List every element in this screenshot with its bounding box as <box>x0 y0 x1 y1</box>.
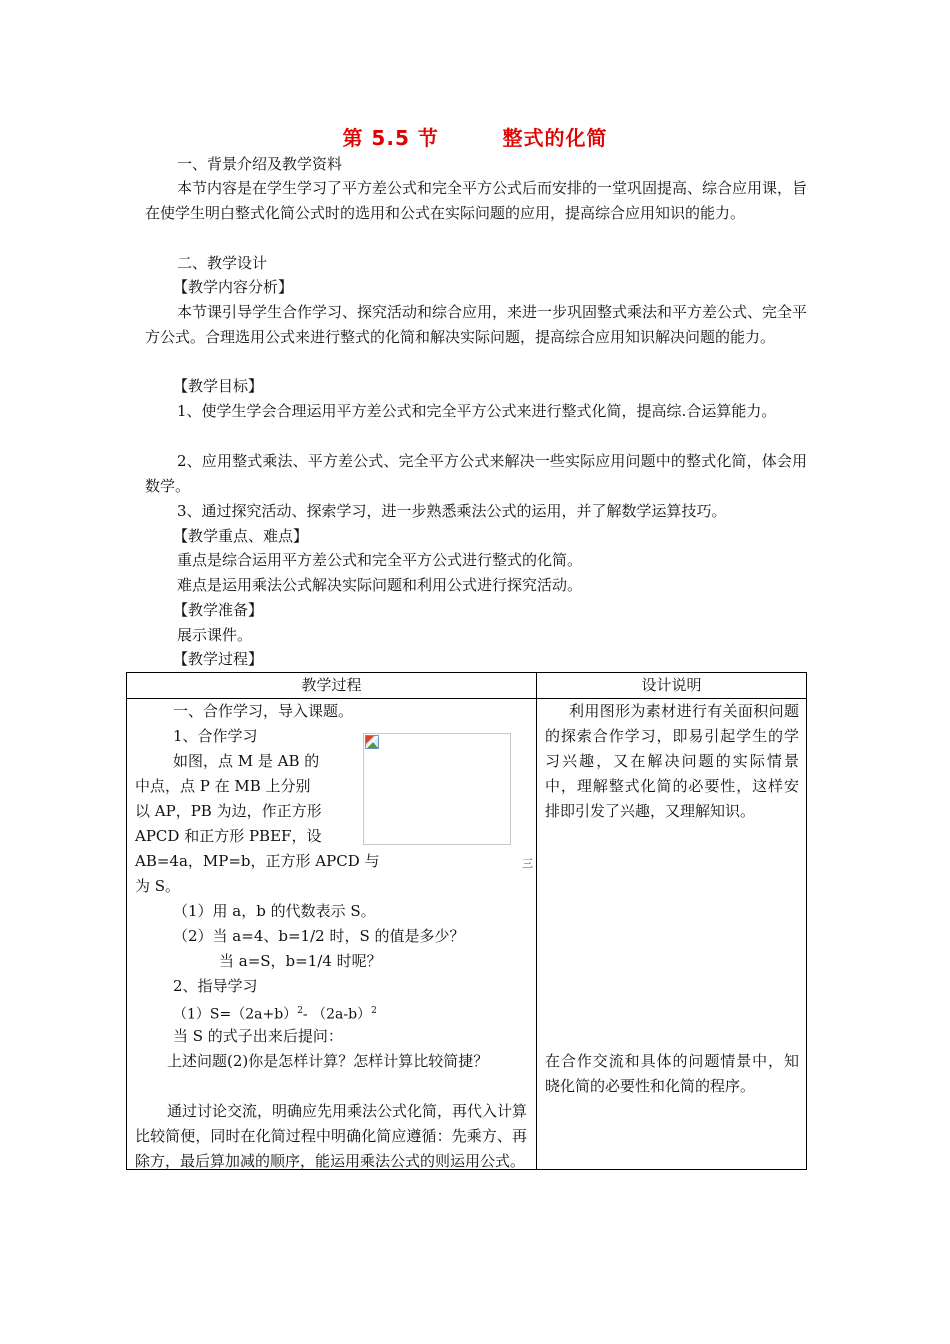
table-row <box>127 699 807 1170</box>
key-point-difficulty: 难点是运用乘法公式解决实际问题和利用公式进行探究活动。 <box>177 576 583 594</box>
key-points-heading: 【教学重点、难点】 <box>173 527 309 545</box>
formula-part: （1）S=（2a+b） <box>173 1006 298 1023</box>
process-line: APCD 和正方形 PBEF，设 <box>135 827 322 845</box>
process-line: 1、合作学习 <box>173 727 258 745</box>
key-point-focus: 重点是综合运用平方差公式和完全平方公式进行整式的化简。 <box>177 551 583 569</box>
process-line: 一、合作学习，导入课题。 <box>173 702 354 720</box>
formula-part: - （2a-b） <box>302 1006 372 1023</box>
prep-text: 展示课件。 <box>177 626 253 644</box>
process-line: 为 S。 <box>135 877 181 895</box>
goal-item: 3、通过探究活动、探索学习，进一步熟悉乘法公式的运用，并了解数学运算技巧。 <box>177 502 727 520</box>
notes-cell-content <box>537 699 806 1169</box>
process-line: AB=4a，MP=b，正方形 APCD 与 <box>135 852 380 870</box>
content-analysis-paragraph: 本节课引导学生合作学习、探究活动和综合应用，来进一步巩固整式乘法和平方差公式、完全平方公式。合理选用公式来进行整式的化简和解决实际问题，提高综合应用知识解决问题的能力。 <box>145 303 808 346</box>
table-header-notes: 设计说明 <box>537 673 807 699</box>
exponent: 2 <box>297 1006 303 1016</box>
broken-image-icon <box>365 735 379 749</box>
stray-glyph: 三 <box>522 857 533 870</box>
content-analysis-heading: 【教学内容分析】 <box>173 278 294 296</box>
process-line: 当 a=S，b=1/4 时呢？ <box>219 952 382 970</box>
process-line: 当 S 的式子出来后提问： <box>173 1027 343 1045</box>
table-header-process: 教学过程 <box>127 673 537 699</box>
exponent: 2 <box>371 1006 377 1016</box>
process-line: 中点，点 P 在 MB 上分别 <box>135 777 311 795</box>
figure-placeholder <box>363 733 511 845</box>
process-paragraph: 通过讨论交流，明确应先用乘法公式化简，再代入计算比较简便，同时在化简过程中明确化简应遵循：先乘方、再除方，最后算加减的顺序，能运用乘法公式的则运用公式。 <box>135 1102 528 1170</box>
goals-heading: 【教学目标】 <box>173 377 264 395</box>
process-line: 以 AP，PB 为边，作正方形 <box>135 802 322 820</box>
process-line: 如图，点 M 是 AB 的 <box>173 752 320 770</box>
goal-item: 1、使学生学会合理运用平方差公式和完全平方公式来进行整式化简，提高综.合运算能力。 <box>177 402 777 420</box>
process-cell <box>127 699 537 1170</box>
notes-cell <box>537 699 807 1170</box>
process-cell-content <box>127 699 536 1169</box>
process-table <box>126 672 807 1170</box>
page-title: 第 5.5 节 整式的化简 <box>342 126 608 150</box>
design-note: 利用图形为素材进行有关面积问题的探索合作学习，即易引起学生的学习兴趣，又在解决问题的实际情景中，理解整式化简的必要性，这样安排即引发了兴趣，又理解知识。 <box>545 702 799 820</box>
process-line: （2）当 a=4、b=1/2 时，S 的值是多少？ <box>173 927 465 945</box>
goal-item: 2、应用整式乘法、平方差公式、完全平方公式来解决一些实际应用问题中的整式化简，体会用数学。 <box>145 452 807 495</box>
process-paragraph: 上述问题(2)你是怎样计算？怎样计算比较简捷？ <box>167 1052 489 1070</box>
section-heading-background: 一、背景介绍及教学资料 <box>177 155 343 173</box>
design-note: 在合作交流和具体的问题情景中，知晓化简的必要性和化简的程序。 <box>545 1052 799 1095</box>
prep-heading: 【教学准备】 <box>173 601 264 619</box>
section-heading-design: 二、教学设计 <box>177 254 268 272</box>
process-line: 2、指导学习 <box>173 977 258 995</box>
table-header-row <box>127 673 807 699</box>
process-line: （1）用 a，b 的代数表示 S。 <box>173 902 376 920</box>
background-paragraph: 本节内容是在学生学习了平方差公式和完全平方公式后而安排的一堂巩固提高、综合应用课，旨在使学生明白整式化简公式时的选用和公式在实际问题的应用，提高综合应用知识的能力。 <box>145 179 808 222</box>
process-heading: 【教学过程】 <box>173 650 264 668</box>
